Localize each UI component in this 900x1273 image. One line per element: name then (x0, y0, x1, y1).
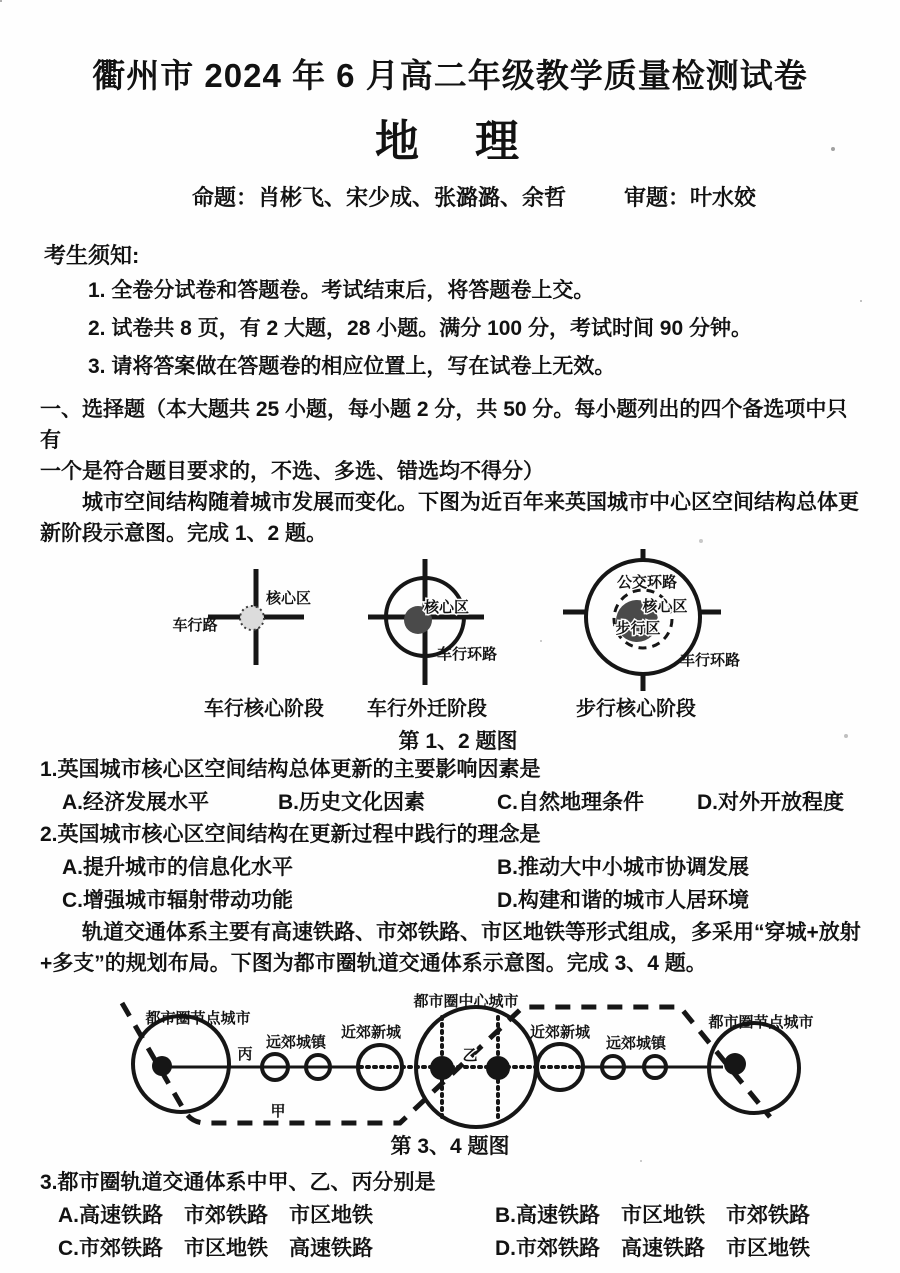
subject-title: 地 理 (375, 117, 525, 166)
q1-option-b: B.历史文化因素 (278, 791, 425, 814)
reviewer-label: 审题：叶水姣 (624, 185, 757, 210)
q3-option-d: D.市郊铁路 高速铁路 市区地铁 (495, 1237, 810, 1260)
stage-2-caption: 车行外迁阶段 (367, 698, 487, 720)
q1-option-d: D.对外开放程度 (697, 791, 844, 814)
center-city-dot-2 (486, 1056, 510, 1080)
node-city-right-label: 都市圈节点城市 (708, 1014, 814, 1031)
question-3-options-row-1 (58, 1199, 900, 1232)
far-town-left-label: 远郊城镇 (265, 1034, 327, 1051)
stage-1-caption: 车行核心阶段 (204, 698, 324, 720)
question-2-stem: 2.英国城市核心区空间结构在更新过程中践行的理念是 (40, 823, 541, 846)
stage-car-core (172, 569, 324, 720)
notice-item-2: 2. 试卷共 8 页，有 2 大题，28 小题。满分 100 分，考试时间 90 分钟。 (88, 317, 752, 340)
q1-option-c: C.自然地理条件 (497, 791, 644, 814)
near-city-left-label: 近郊新城 (340, 1024, 402, 1041)
route-bing-label: 丙 (237, 1046, 253, 1063)
question-2-options-row-1 (62, 851, 900, 884)
intro-q3-q4-line-2: +多支”的规划布局。下图为都市圈轨道交通体系示意图。完成 3、4 题。 (40, 952, 707, 975)
question-3-stem: 3.都市圈轨道交通体系中甲、乙、丙分别是 (40, 1171, 436, 1194)
question-3-options-row-2 (58, 1232, 900, 1265)
bus-ring-road-label: 公交环路 (616, 574, 678, 591)
figure-q3-q4 (0, 979, 900, 1159)
near-city-right-label: 近郊新城 (529, 1024, 591, 1041)
intro-q1-q2-line-1: 城市空间结构随着城市发展而变化。下图为近百年来英国城市中心区空间结构总体更 (82, 491, 859, 514)
node-city-left-dot (152, 1056, 172, 1076)
core-area-label: 核心区 (642, 598, 688, 615)
q2-option-a: A.提升城市的信息化水平 (62, 856, 293, 879)
node-city-right-dot (724, 1053, 746, 1075)
figure-q1-q2 (0, 549, 900, 754)
question-1-options (62, 786, 900, 819)
question-2-options-row-2 (62, 884, 900, 917)
q3-option-a: A.高速铁路 市郊铁路 市区地铁 (58, 1204, 373, 1227)
q3-option-b: B.高速铁路 市区地铁 市郊铁路 (495, 1204, 810, 1227)
pedestrian-zone-label: 步行区 (615, 620, 661, 637)
stage-car-outward (367, 559, 497, 720)
section-1-heading (40, 394, 868, 487)
scan-noise-specks (0, 0, 2, 2)
core-area-label: 核心区 (266, 590, 312, 607)
route-jia-label: 甲 (270, 1103, 286, 1120)
route-yi-label: 乙 (462, 1047, 478, 1064)
notice-section (44, 240, 900, 386)
car-road-label: 车行路 (172, 617, 218, 634)
car-ring-road-label: 车行环路 (679, 652, 741, 669)
center-city-dot-1 (430, 1056, 454, 1080)
notice-heading: 考生须知: (44, 243, 140, 268)
stage-pedestrian-core (563, 549, 740, 720)
authors-line (192, 181, 900, 212)
q3-option-c: C.市郊铁路 市区地铁 高速铁路 (58, 1237, 373, 1260)
q2-option-d: D.构建和谐的城市人居环境 (497, 889, 749, 912)
center-city-label: 都市圈中心城市 (413, 993, 519, 1010)
far-town-right-label: 远郊城镇 (605, 1035, 667, 1052)
notice-item-1: 1. 全卷分试卷和答题卷。考试结束后，将答题卷上交。 (88, 279, 595, 302)
section-1-line-2: 一个是符合题目要求的，不选、多选、错选均不得分） (40, 460, 544, 483)
figure-q1-q2-caption: 第 1、2 题图 (398, 730, 518, 753)
notice-item-3: 3. 请将答案做在答题卷的相应位置上，写在试卷上无效。 (88, 355, 616, 378)
intro-q3-q4 (40, 917, 868, 979)
q2-option-c: C.增强城市辐射带动功能 (62, 889, 293, 912)
setters-label: 命题：肖彬飞、宋少成、张潞潞、余哲 (192, 185, 567, 210)
intro-q1-q2-line-2: 新阶段示意图。完成 1、2 题。 (40, 522, 328, 545)
section-1-line-1: 一、选择题（本大题共 25 小题，每小题 2 分，共 50 分。每小题列出的四个备选项中只有 (40, 398, 848, 452)
intro-q3-q4-line-1: 轨道交通体系主要有高速铁路、市郊铁路、市区地铁等形式组成，多采用“穿城+放射 (82, 921, 861, 944)
car-ring-road-label: 车行环路 (436, 646, 498, 663)
q1-option-a: A.经济发展水平 (62, 791, 209, 814)
node-city-left-label: 都市圈节点城市 (145, 1010, 251, 1027)
q2-option-b: B.推动大中小城市协调发展 (497, 856, 749, 879)
figure-q3-q4-caption: 第 3、4 题图 (390, 1135, 510, 1158)
stage-3-caption: 步行核心阶段 (576, 698, 696, 720)
paper-title: 衢州市 2024 年 6 月高二年级教学质量检测试卷 (92, 57, 808, 94)
node-city-left-circle (133, 1016, 229, 1112)
question-1-stem: 1.英国城市核心区空间结构总体更新的主要影响因素是 (40, 758, 541, 781)
core-area-label: 核心区 (424, 599, 470, 616)
intro-q1-q2 (40, 487, 868, 549)
core-area-blob (240, 606, 264, 630)
